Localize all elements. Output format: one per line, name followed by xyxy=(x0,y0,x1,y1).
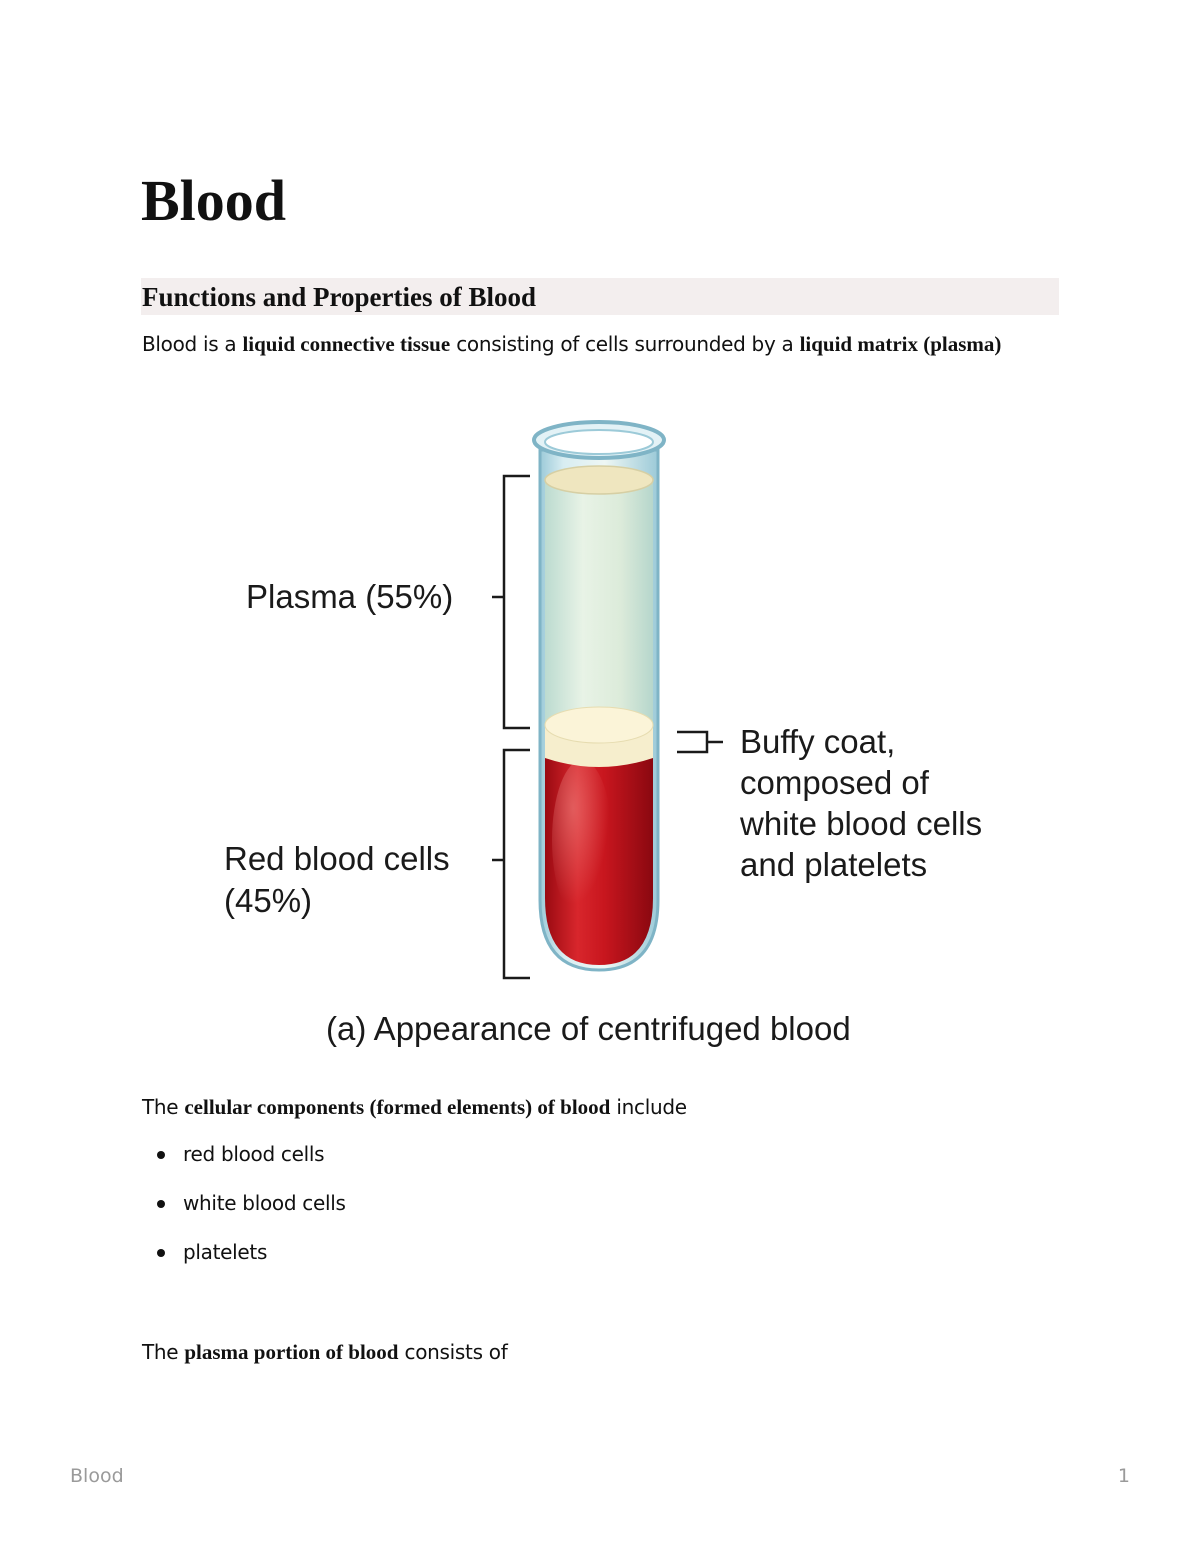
list-item xyxy=(142,1238,346,1287)
cellular-text-2: include xyxy=(610,1095,687,1119)
footer-document-name: Blood xyxy=(70,1465,124,1487)
intro-paragraph xyxy=(142,330,1001,358)
page-title: Blood xyxy=(141,168,287,233)
bullet-icon xyxy=(157,1151,165,1159)
plasma-bracket xyxy=(492,476,530,728)
buffy-label-line4: and platelets xyxy=(740,846,928,883)
list-item xyxy=(142,1140,346,1189)
intro-text-1: Blood is a xyxy=(142,332,243,356)
intro-bold-2: liquid matrix (plasma) xyxy=(799,332,1002,356)
cell-list xyxy=(142,1140,346,1287)
plasma-text-2: consists of xyxy=(398,1340,508,1364)
buffy-label-line1: Buffy coat, xyxy=(740,723,896,760)
rbc-label-line1: Red blood cells xyxy=(224,840,450,877)
cellular-text-1: The xyxy=(142,1095,185,1119)
buffy-label-line2: composed of xyxy=(740,764,929,801)
cellular-components-paragraph xyxy=(142,1093,687,1121)
plasma-layer xyxy=(545,480,653,725)
plasma-label: Plasma (55%) xyxy=(246,578,454,615)
intro-text-2: consisting of cells surrounded by a xyxy=(450,332,800,356)
buffy-coat-bracket xyxy=(677,732,723,752)
plasma-surface xyxy=(545,466,653,494)
plasma-text-1: The xyxy=(142,1340,185,1364)
centrifuged-blood-figure xyxy=(210,410,1030,1060)
rbc-label-line2: (45%) xyxy=(224,882,313,919)
plasma-paragraph xyxy=(142,1338,507,1366)
list-item-text: platelets xyxy=(183,1240,268,1264)
buffy-coat-top xyxy=(545,707,653,743)
buffy-label-line3: white blood cells xyxy=(740,805,983,842)
figure-caption: (a) Appearance of centrifuged blood xyxy=(326,1010,851,1047)
bullet-icon xyxy=(157,1200,165,1208)
plasma-bold-1: plasma portion of blood xyxy=(184,1340,399,1364)
test-tube-illustration xyxy=(210,410,1030,1060)
rbc-bracket xyxy=(492,750,530,978)
bullet-icon xyxy=(157,1249,165,1257)
section-heading: Functions and Properties of Blood xyxy=(142,282,537,312)
list-item xyxy=(142,1189,346,1238)
tube-rim-inner xyxy=(545,430,653,454)
intro-bold-1: liquid connective tissue xyxy=(242,332,451,356)
red-blood-cells-shine xyxy=(552,760,612,920)
list-item-text: red blood cells xyxy=(183,1142,325,1166)
list-item-text: white blood cells xyxy=(183,1191,346,1215)
footer-page-number: 1 xyxy=(1117,1465,1130,1487)
cellular-bold-1: cellular components (formed elements) of blood xyxy=(184,1095,611,1119)
